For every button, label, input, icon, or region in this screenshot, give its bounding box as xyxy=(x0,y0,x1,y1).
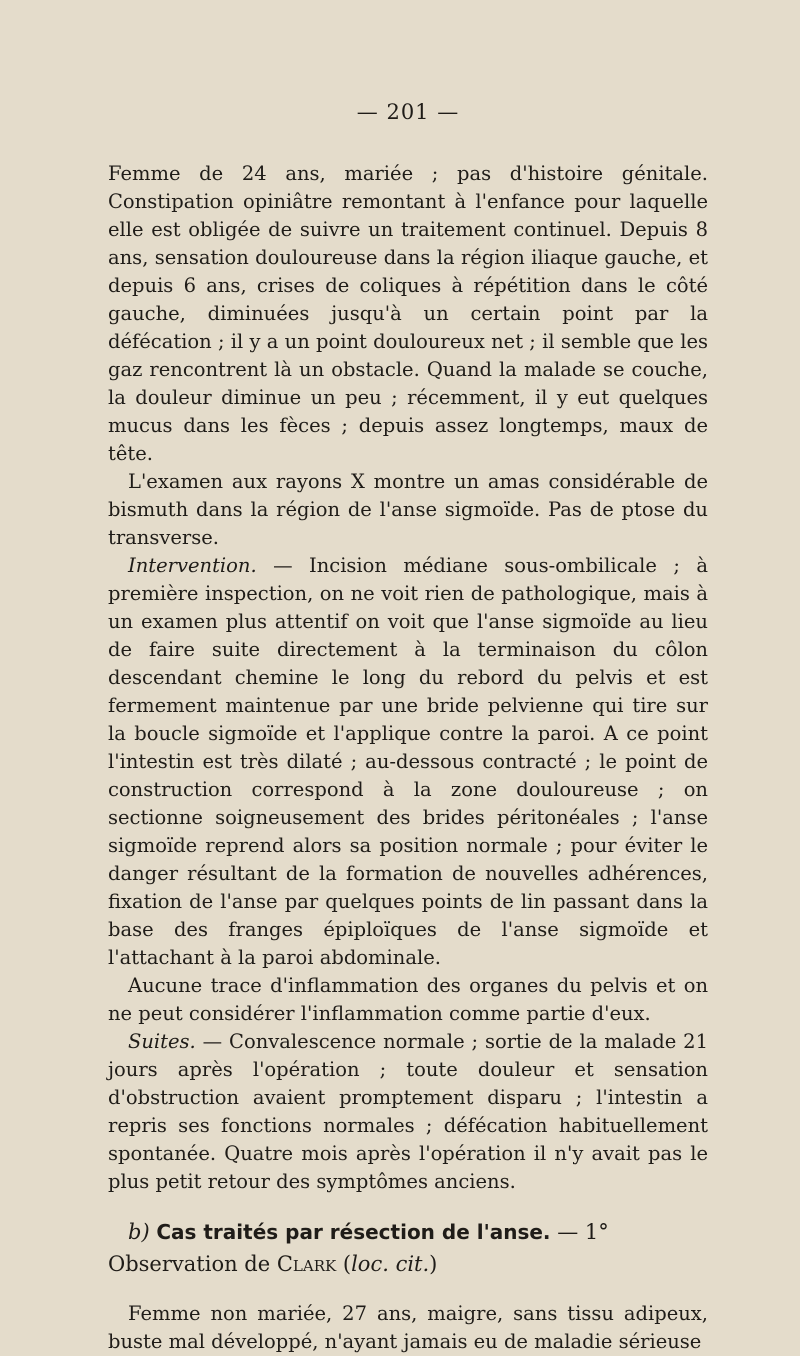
suites-text: — Convalescence normale ; sortie de la malade 21 jours après l'opération ; toute douleur et sensation d'obstruction avaient promptement disparu ; l'intestin a repris ses fonctions normales ; défécation habituellement spontanée. Quatre mois après l'opération il n'y avait pas le plus petit retour des symptômes anciens. xyxy=(108,1030,708,1193)
section-prefix: b) xyxy=(128,1220,150,1244)
inflammation-paragraph: Aucune trace d'inflammation des organes du pelvis et on ne peut considérer l'inflammation comme partie d'eux. xyxy=(108,974,708,1025)
intervention-text: — Incision médiane sous-ombilicale ; à première inspection, on ne voit rien de pathologique, mais à un examen plus attentif on voit que l'anse sigmoïde au lieu de faire suite directement à la terminaison du côlon descendant chemine le long du rebord du pelvis et est fermement maintenue par une bride pelvienne qui tire sur la boucle sigmoïde et l'applique contre la paroi. A ce point l'intestin est très dilaté ; au-dessous contracté ; le point de construction correspond à la zone douloureuse ; on sectionne soigneusement des brides péritonéales ; l'anse sigmoïde reprend alors sa position normale ; pour éviter le danger résultant de la formation de nouvelles adhérences, fixation de l'anse par quelques points de lin passant dans la base des franges épiploïques de l'anse sigmoïde et l'attachant à la paroi abdominale. xyxy=(108,554,708,969)
observation-paragraph: Femme non mariée, 27 ans, maigre, sans tissu adipeux, buste mal développé, n'ayant jamais eu de maladie sérieuse xyxy=(108,1302,708,1353)
xray-paragraph: L'examen aux rayons X montre un amas considérable de bismuth dans la région de l'anse sigmoïde. Pas de ptose du transverse. xyxy=(108,470,708,549)
citation: loc. cit. xyxy=(351,1252,430,1276)
citation-close: ) xyxy=(429,1252,438,1276)
author-name: Clark xyxy=(276,1252,337,1276)
suites-paragraph xyxy=(108,1028,708,1196)
citation-open: ( xyxy=(336,1252,352,1276)
observation-text: — 1° Observation de xyxy=(108,1220,609,1276)
intervention-label: Intervention. xyxy=(128,554,257,577)
section-heading xyxy=(108,1216,708,1280)
section-title: Cas traités par résection de l'anse. xyxy=(156,1220,551,1244)
intervention-paragraph xyxy=(108,552,708,972)
suites-label: Suites. xyxy=(128,1030,196,1053)
page-number: — 201 — xyxy=(356,100,460,124)
case-history-paragraph: Femme de 24 ans, mariée ; pas d'histoire génitale. Constipation opiniâtre remontant à l'enfance pour laquelle elle est obligée de suivre un traitement continuel. Depuis 8 ans, sensation douloureuse dans la région iliaque gauche, et depuis 6 ans, crises de coliques à répétition dans le côté gauche, diminuées jusqu'à un certain point par la défécation ; il y a un point douloureux net ; il semble que les gaz rencontrent là un obstacle. Quand la malade se couche, la douleur diminue un peu ; récemment, il y eut quelques mucus dans les fèces ; depuis assez longtemps, maux de tête. xyxy=(108,162,708,465)
